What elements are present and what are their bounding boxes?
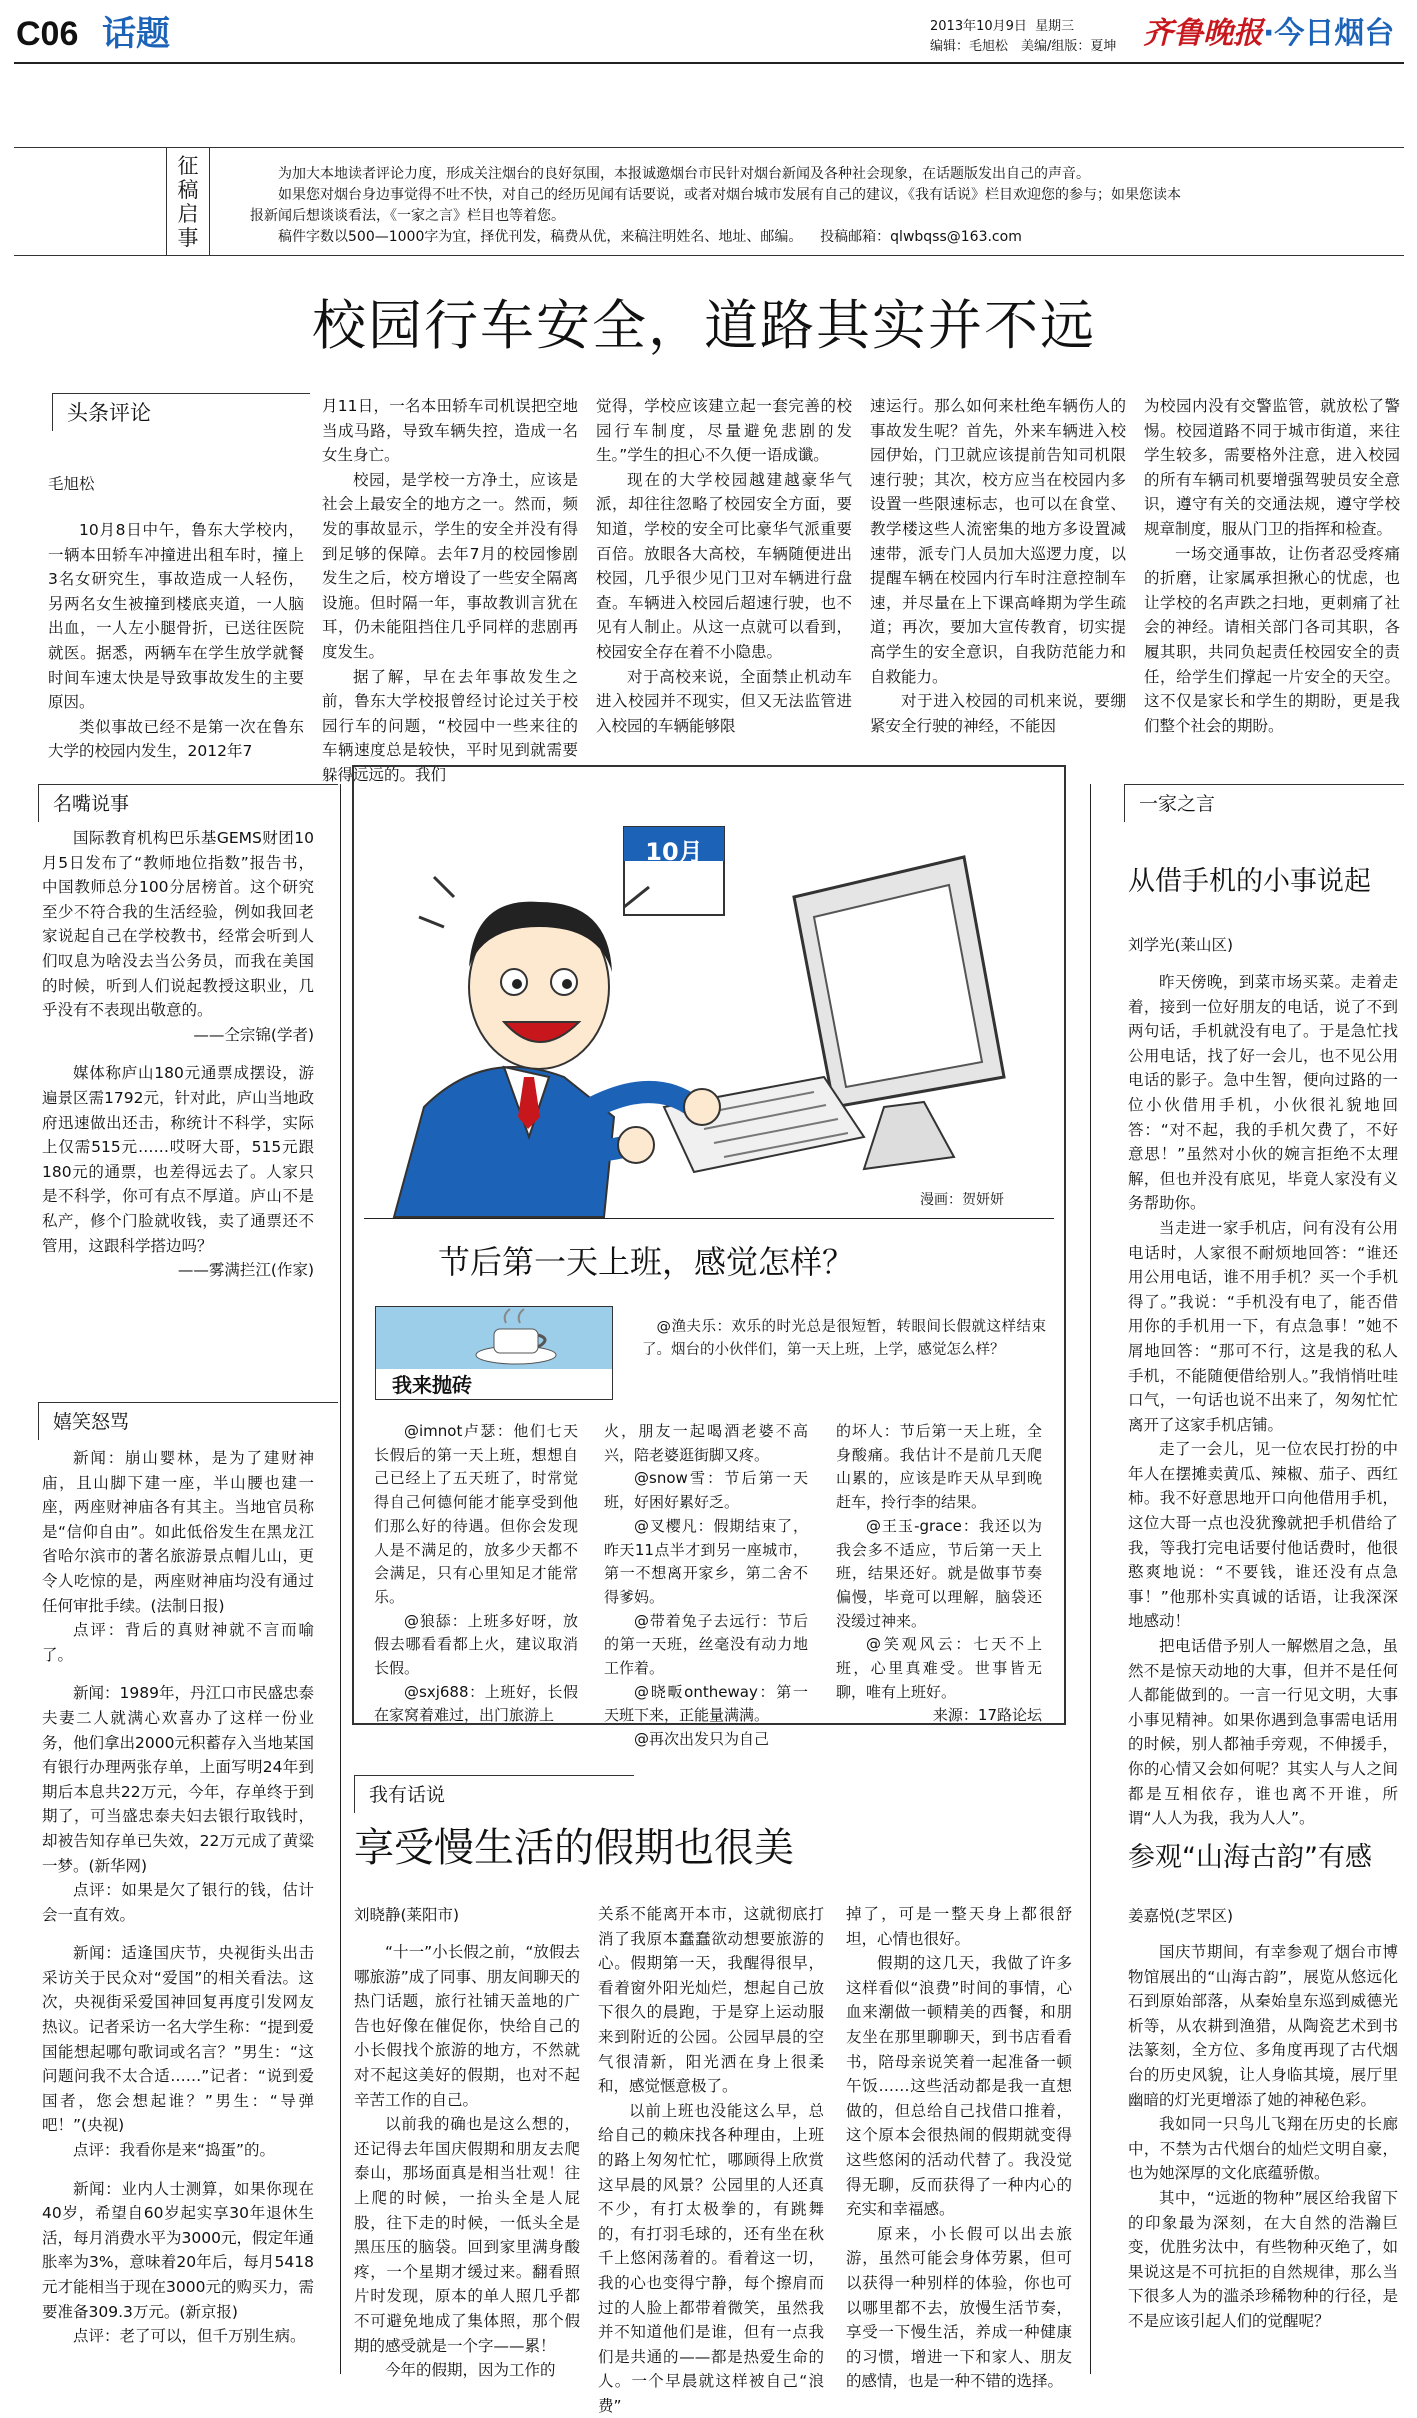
main-col-2: 月11日，一名本田轿车司机误把空地当成马路，导致车辆失控，造成一名女生身亡。 校园，是学校一方净土，应该是社会上最安全的地方之一。然而，频发的事故显示，学生的安全并没有得到足够的保障。去年7月的校园惨剧发生之后，校方增设了一些安全隔离设施。但时隔一年，事故教训言犹在耳，仍未能阻挡住几乎同样的悲剧再度发生。 据了解，早在去年事故发生之前，鲁东大学校报曾经讨论过关于校园行车的问题，“校园中一些来往的车辆速度总是较快，平时见到就需要躲得远远的。我们 <box>322 397 578 784</box>
slow-life-title: 享受慢生活的假期也很美 <box>354 1825 794 1871</box>
paper-subtitle: ·今日烟台 <box>1263 16 1395 51</box>
section-name: 话题 <box>102 14 170 54</box>
main-headline: 校园行车安全，道路其实并不远 <box>312 294 1096 357</box>
column-label-yijiazhiyan: 一家之言 <box>1124 784 1404 822</box>
feature-source: 来源：17路论坛 <box>932 1706 1042 1725</box>
notice-line-3: 稿件字数以500—1000字为宜，择优刊发，稿费从优，来稿注明姓名、地址、邮编。 投稿邮箱：qlwbqss@163.com <box>278 229 1022 245</box>
feature-col-3: 的坏人：节后第一天上班，全身酸痛。我估计不是前几天爬山累的，应该是昨天从早到晚赶车，拎行李的结果。 @王玉-grace：我还以为我会多不适应，节后第一天上班，结果还好。就是做事节奏偏慢，毕竟可以理解，脑袋还没缓过神来。 @笑观风云：七天不上班，心里真难受。世事皆无聊，唯有上班好。 来源：17路论坛 <box>836 1420 1042 1712</box>
right-divider <box>1090 784 1091 2374</box>
notice-email: 投稿邮箱：qlwbqss@163.com <box>820 229 1022 245</box>
coffee-illustration <box>376 1307 612 1369</box>
right-article-2-title: 参观“山海古韵”有感 <box>1128 1842 1372 1873</box>
coffee-icon <box>376 1307 612 1369</box>
right-article-1-body: 昨天傍晚，到菜市场买菜。走着走着，接到一位好朋友的电话，说了不到两句话，手机就没有电了。于是急忙找公用电话，找了好一会儿，也不见公用电话的影子。急中生智，便向过路的一位小伙借用手机，小伙很礼貌地回答：“对不起，我的手机欠费了，不好意思！”虽然对小伙的婉言拒绝不太理解，但也并没有底见，毕竟人家没有义务帮助你。 当走进一家手机店，问有没有公用电话时，人家很不耐烦地回答：“谁还用公用电话，谁不用手机？买一个手机得了。”我说：“手机没有电了，能否借用你的手机用一下，有点急事！”她不屑地回答：“那可不行，这是我的私人手机，不能随便借给别人。”我悄悄吐哇口气，一句话也说不出来了，匆匆忙忙离开了这家手机店铺。 走了一会儿，见一位农民打扮的中年人在摆摊卖黄瓜、辣椒、茄子、西红柿。我不好意思地开口向他借用手机，这位大哥一点也没犹豫就把手机借给了我，等我打完电话要付他话费时，他很憨爽地说：“不要钱，谁还没有点急事！”他那朴实真诚的话语，让我深深地感动！ 把电话借予别人一解燃眉之急，虽然不是惊天动地的大事，但并不是任何人都能做到的。一言一行见文明，大事小事见精神。如果你遇到急事需电话用的时候，别人都袖手旁观，不伸援手，你的心情又会如何呢？其实人与人之间都是互相依存，谁也离不开谁，所谓“人人为我，我为人人”。 <box>1128 973 1398 1828</box>
column-label-woyouhuashuo: 我有话说 <box>354 1775 634 1813</box>
xixiao-comment-1: 点评：背后的真财神就不言而喻了。 <box>42 1621 314 1664</box>
paozhuan-label: 我来抛砖 <box>392 1373 472 1397</box>
main-byline: 毛旭松 <box>48 475 95 493</box>
xixiao-news-1: 新闻：崩山婴林，是为了建财神庙，且山脚下建一座，半山腰也建一座，两座财神庙各有其主。当地官员称是“信仰自由”。如此低俗发生在黑龙江省哈尔滨市的著名旅游景点帽儿山，更令人吃惊的是，两座财神庙均没有通过任何审批手续。(法制日报) <box>42 1449 314 1615</box>
right-article-2-body: 国庆节期间，有幸参观了烟台市博物馆展出的“山海古韵”，展览从悠远化石到原始部落，从秦始皇东巡到威德光析等，从农耕到渔猎，从陶瓷艺术到书法篆刻，全方位、多角度再现了古代烟台的历史风貌，让人身临其境，展厅里幽暗的灯光更增添了她的神秘色彩。 我如同一只鸟儿飞翔在历史的长廊中，不禁为古代烟台的灿烂文明自豪，也为她深厚的文化底蕴骄傲。 其中，“远逝的物种”展区给我留下的印象最为深刻，在大自然的浩瀚巨变，优胜劣汰中，有些物种灭绝了，如果说这是不可抗拒的自然规律，那么当下很多人为的滥杀珍稀物种的行径，是不是应该引起人们的觉醒呢？ <box>1128 1943 1398 2330</box>
slow-col-2: 关系不能离开本市，这就彻底打消了我原本蠢蠢欲动想要旅游的心。假期第一天，我醒得很早，看着窗外阳光灿烂，想起自己放下很久的晨跑，于是穿上运动服来到附近的公园。公园早晨的空气很清新，阳光洒在身上很柔和，感觉惬意极了。 以前上班也没能这么早，总给自己的赖床找各种理由，上班的路上匆匆忙忙，哪顾得上欣赏这早晨的风景？公园里的人还真不少，有打太极拳的，有跳舞的，有打羽毛球的，还有坐在秋千上悠闲荡着的。看着这一切，我的心也变得宁静，每个擦肩而过的人脸上都带着微笑，虽然我并不知道他们是谁，但有一点我们是共通的——都是热爱生命的人。一个早晨就这样被自己“浪费” <box>598 1905 824 2415</box>
main-col-5: 为校园内没有交警监管，就放松了警惕。校园道路不同于城市街道，来往学生较多，需要格外注意，进入校园的所有车辆司机要增强驾驶员安全意识，遵守有关的交通法规，遵守学校规章制度，服从门卫的指挥和检查。 一场交通事故，让伤者忍受疼痛的折磨，让家属承担揪心的忧虑，也让学校的名声跌之扫地，更刺痛了社会的神经。请相关部门各司其职，各履其职，共同负起责任校园安全的责任，给学生们撑起一片安全的天空。这不仅是家长和学生的期盼，更是我们整个社会的期盼。 <box>1144 397 1400 735</box>
main-col-1: 10月8日中午，鲁东大学校内，一辆本田轿车冲撞进出租车时，撞上3名女研究生，事故造成一人轻伤，另两名女生被撞到楼底夹道，一人脑出血，一人左小腿骨折，已送往医院就医。据悉，两辆车在学生放学就餐时间车速太快是导致事故发生的主要原因。 类似事故已经不是第一次在鲁东大学的校园内发生，2012年7 <box>48 521 304 761</box>
feature-inner-rule <box>364 1218 1054 1219</box>
mingzui-body: 国际教育机构巴乐基GEMS财团10月5日发布了“教师地位指数”报告书，中国教师总分100分居榜首。这个研究至少不符合我的生活经验，例如我回老家说起自己在学校教书，经常会听到人们叹息为啥没去当公务员，而我在美国的时候，听到人们说起教授这职业，几乎没有不表现出敬意的。 ——仝宗锦(学者) 媒体称庐山180元通票成摆设，游遍景区需1792元，针对此，庐山当地政府迅速做出还击，称统计不科学，实际上仅需515元……哎呀大哥，515元跟180元的通票，也差得远去了。人家只是不科学，你可有点不厚道。庐山不是私产，修个门脸就收钱，卖了通票还不管用，这跟科学搭边吗？ ——雾满拦江(作家) <box>42 829 314 1280</box>
xixiao-news-2: 新闻：1989年，丹江口市民盛忠泰夫妻二人就满心欢喜办了这样一份业务，他们拿出2000元积蓄存入当地某国有银行办理两张存单，上面写明24年到期后本息共22万元，今年，存单终于到期了，可当盛忠泰夫妇去银行取钱时，却被告知存单已失效，22万元成了黄粱一梦。(新华网) <box>42 1684 314 1875</box>
right-article-2-byline: 姜嘉悦(芝罘区) <box>1128 1907 1234 1925</box>
slow-life-byline: 刘晓静(莱阳市) <box>354 1906 460 1924</box>
xixiao-news-3: 新闻：适逢国庆节，央视街头出击采访关于民众对“爱国”的相关看法。这次，央视街采爱国神回复再度引发网友热议。记者采访一名大学生称：“提到爱国能想起哪句歌词或名言？”男生：“这问题问我不太合适……”记者：“说到爱国者，您会想起谁？”男生：“导弹吧！”(央视) <box>42 1944 314 2135</box>
xixiao-body <box>42 1446 314 2366</box>
xixiao-comment-2: 点评：如果是欠了银行的钱，估计会一直有效。 <box>42 1881 314 1924</box>
paozhuan-panel <box>375 1306 613 1400</box>
masthead-editors: 编辑：毛旭松 美编/组版：夏坤 <box>930 39 1117 54</box>
masthead-rule <box>14 62 1404 64</box>
column-label-xixiao: 嬉笑怒骂 <box>38 1402 338 1440</box>
page-code: C06 <box>16 15 79 53</box>
main-col-3: 觉得，学校应该建立起一套完善的校园行车制度，尽量避免悲剧的发生。”学生的担心不久便一语成谶。 现在的大学校园越建越豪华气派，却往往忽略了校园安全方面，要知道，学校的安全可比豪华气派重要百倍。放眼各大高校，车辆随便进出校园，几乎很少见门卫对车辆进行盘查。车辆进入校园后超速行驶，也不见有人制止。从这一点就可以看到，校园安全存在着不小隐患。 对于高校来说，全面禁止机动车进入校园并不现实，但又无法监管进入校园的车辆能够限 <box>596 397 852 735</box>
notice-tag <box>166 147 210 256</box>
paper-logo: 齐鲁晚报 <box>1143 16 1263 51</box>
right-article-1-byline: 刘学光(莱山区) <box>1128 936 1234 954</box>
column-label-toutiao: 头条评论 <box>52 393 310 431</box>
left-divider <box>340 784 341 2374</box>
notice-tag-text: 征稿启事 <box>177 154 199 250</box>
cartoon-credit: 漫画：贺妍妍 <box>920 1192 1004 1208</box>
feature-title: 节后第一天上班，感觉怎样？ <box>438 1243 855 1281</box>
right-article-1-title: 从借手机的小事说起 <box>1128 866 1371 897</box>
xixiao-comment-3: 点评：我看你是来“捣蛋”的。 <box>73 2141 276 2160</box>
notice-line-1: 为加大本地读者评论力度，形成关注烟台的良好氛围，本报诚邀烟台市民针对烟台新闻及各种社会现象，在话题版发出自己的声音。 <box>278 166 1090 182</box>
main-col-4: 速运行。那么如何来杜绝车辆伤人的事故发生呢？首先，外来车辆进入校园伊始，门卫就应该提前告知司机限速行驶；其次，校方应当在校园内多设置一些限速标志，也可以在食堂、教学楼这些人流密集的地方多设置减速带，派专门人员加大巡逻力度，以提醒车辆在校园内行车时注意控制车速，并尽量在上下课高峰期为学生疏道；再次，要加大宣传教育，切实提高学生的安全意识，自我防范能力和自救能力。 对于进入校园的司机来说，要绷紧安全行驶的神经，不能因 <box>870 397 1126 735</box>
feature-col-2: 火，朋友一起喝酒老婆不高兴，陪老婆逛街脚又疼。 @snow雪：节后第一天班，好困好累好乏。 @叉樱凡：假期结束了，昨天11点半才到另一座城市，第一不想离开家乡，第二舍不得爹妈。 @带着兔子去远行：节后的第一天班，丝毫没有动力地工作着。 @晓畈ontheway：第一天班下来，正能量满满。 @再次出发只为自己 <box>604 1422 808 1749</box>
column-label-mingzui: 名嘴说事 <box>38 784 338 822</box>
slow-col-3: 掉了，可是一整天身上都很舒坦，心情也很好。 假期的这几天，我做了许多这样看似“浪费”时间的事情，心血来潮做一顿精美的西餐，和朋友坐在那里聊聊天，到书店看看书，陪母亲说笑着一起准备一顿午饭……这些活动都是我一直想做的，但总给自己找借口推着，这个原本会很热闹的假期就变得这些悠闲的活动代替了。我没觉得无聊，反而获得了一种内心的充实和幸福感。 原来，小长假可以出去旅游，虽然可能会身体劳累，但可以获得一种别样的体验，你也可以哪里都不去，放慢生活节奏，享受一下慢生活，养成一种健康的习惯，增进一下和家人、朋友的感情，也是一种不错的选择。 <box>846 1905 1072 2391</box>
paper-name <box>1143 14 1394 54</box>
xixiao-news-4: 新闻：业内人士测算，如果你现在40岁，希望自60岁起实享30年退休生活，每月消费水平为3000元，假定年通胀率为3%，意味着20年后，每月5418元才能相当于现在3000元的购买力，需要准备309.3万元。(新京报) <box>42 2179 314 2321</box>
notice-text <box>250 164 1190 248</box>
feature-intro: @渔夫乐：欢乐的时光总是很短暂，转眼间长假就这样结束了。烟台的小伙伴们，第一天上班，上学，感觉怎么样？ <box>642 1319 1046 1358</box>
notice-line-2: 如果您对烟台身边事觉得不吐不快，对自己的经历见闻有话要说，或者对烟台城市发展有自己的建议，《我有话说》栏目欢迎您的参与；如果您读本报新闻后想谈谈看法，《一家之言》栏目也等着您。 <box>250 187 1181 224</box>
xixiao-comment-4: 点评：老了可以，但千万别生病。 <box>73 2327 306 2346</box>
slow-col-1: “十一”小长假之前，“放假去哪旅游”成了同事、朋友间聊天的热门话题，旅行社铺天盖地的广告也好像在催促你，快给自己的小长假找个旅游的地方，不然就对不起这美好的假期，也对不起辛苦工作的自己。 以前我的确也是这么想的，还记得去年国庆假期和朋友去爬泰山，那场面真是相当壮观！往上爬的时候，一抬头全是人屁股，往下走的时候，一低头全是黑压压的脑袋。回到家里满身酸疼，一个星期才缓过来。翻看照片时发现，原本的单人照几乎都不可避免地成了集体照，那个假期的感受就是一个字——累！ 今年的假期，因为工作的 <box>354 1943 580 2380</box>
cartoon-illustration <box>364 777 1054 1217</box>
masthead-date: 2013年10月9日 星期三 <box>930 19 1075 34</box>
feature-col-1: @imnot卢瑟：他们七天长假后的第一天上班，想想自己已经上了五天班了，时常觉得自己何德何能才能享受到他们那么好的待遇。但你会发现人是不满足的，放多少天都不会满足，只有心里知足才能常乐。 @狼舔：上班多好呀，放假去哪看看都上火，建议取消长假。 @sxj688：上班好，长假在家窝着难过，出门旅游上 <box>374 1422 578 1725</box>
calendar-date-badge: 10月 8日 <box>645 838 703 904</box>
